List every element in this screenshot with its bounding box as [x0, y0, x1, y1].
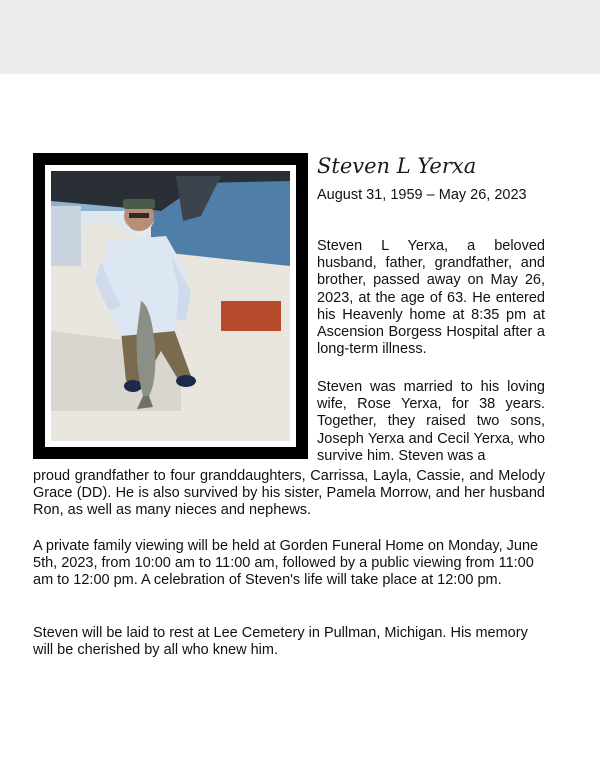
paragraph-family-part1: Steven was married to his loving wife, Rose Yerxa, for 38 years. Together, they raised two sons, Joseph Yerxa and Cecil Yerxa, who survive him. Steven was a: [317, 379, 545, 464]
paragraph-announcement: Steven L Yerxa, a beloved husband, father, grandfather, and brother, passed away on May 26, 2023, at the age of 63. He entered his Heavenly home at 8:35 pm at Ascension Borgess Hospital after a long-term illness.: [317, 238, 545, 358]
life-dates: August 31, 1959 – May 26, 2023: [317, 187, 527, 203]
paragraph-services: A private family viewing will be held at Gorden Funeral Home on Monday, June 5th, 2023, from 10:00 am to 11:00 am, followed by a public viewing from 11:00 am to 12:00 pm. A celebration of Steven's life will take place at 12:00 pm.: [33, 538, 539, 589]
paragraph-family-part2: proud grandfather to four granddaughters, Carrissa, Layla, Cassie, and Melody Grace (DD). He is also survived by his sister, Pamela Morrow, and her husband Ron, as well as many nieces and nephews.: [33, 468, 545, 519]
photo-mat: [45, 165, 296, 447]
paragraph-burial: Steven will be laid to rest at Lee Cemetery in Pullman, Michigan. His memory will be cherished by all who knew him.: [33, 625, 528, 659]
photo-frame: [33, 153, 308, 459]
memorial-photo: [51, 171, 290, 441]
deceased-name: Steven L Yerxa: [317, 154, 477, 178]
top-bar: [0, 0, 600, 74]
